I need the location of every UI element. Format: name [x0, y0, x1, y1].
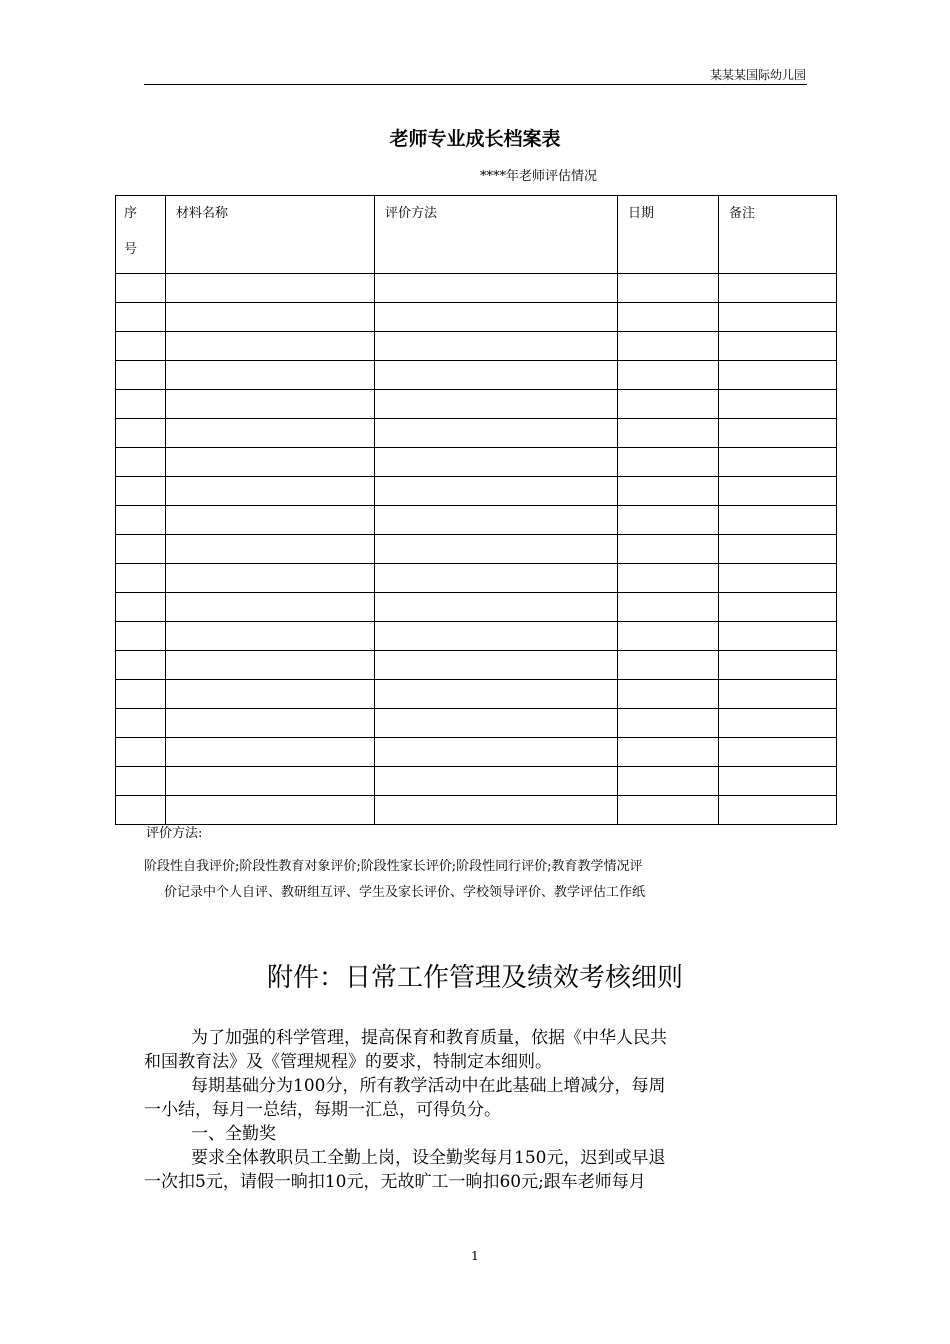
table-cell: [375, 767, 618, 796]
table-cell: [375, 651, 618, 680]
table-row: [116, 448, 837, 477]
table-row: [116, 709, 837, 738]
table-cell: [166, 477, 375, 506]
table-cell: [116, 680, 166, 709]
table-cell: [375, 274, 618, 303]
table-cell: [116, 419, 166, 448]
table-cell: [618, 361, 719, 390]
column-header-remarks: 备注: [719, 196, 837, 274]
table-cell: [116, 390, 166, 419]
table-cell: [618, 535, 719, 564]
table-row: [116, 419, 837, 448]
table-cell: [375, 796, 618, 825]
table-cell: [375, 419, 618, 448]
table-row: [116, 535, 837, 564]
table-cell: [116, 506, 166, 535]
table-cell: [618, 274, 719, 303]
table-cell: [719, 361, 837, 390]
table-cell: [719, 593, 837, 622]
table-cell: [719, 564, 837, 593]
table-cell: [719, 506, 837, 535]
table-cell: [375, 390, 618, 419]
table-cell: [375, 448, 618, 477]
page-subtitle: ****年老师评估情况: [480, 169, 598, 184]
table-cell: [618, 390, 719, 419]
table-row: [116, 651, 837, 680]
table-row: [116, 738, 837, 767]
table-cell: [618, 651, 719, 680]
table-cell: [166, 332, 375, 361]
table-cell: [375, 738, 618, 767]
page-number: 1: [471, 1249, 479, 1263]
table-cell: [375, 593, 618, 622]
table-cell: [375, 622, 618, 651]
table-cell: [618, 593, 719, 622]
body-p4-line-1: 要求全体教职员工全勤上岗，设全勤奖每月150元，迟到或早退: [191, 1148, 666, 1168]
table-cell: [618, 303, 719, 332]
table-cell: [375, 506, 618, 535]
table-cell: [116, 651, 166, 680]
table-row: [116, 361, 837, 390]
growth-record-table: [115, 195, 837, 825]
page-title: 老师专业成长档案表: [389, 128, 561, 150]
table-cell: [375, 477, 618, 506]
table-row: [116, 564, 837, 593]
table-cell: [116, 564, 166, 593]
eval-method-line-2: 价记录中个人自评、教研组互评、学生及家长评价、学校领导评价、教学评估工作纸: [164, 885, 646, 900]
table-cell: [375, 361, 618, 390]
table-cell: [116, 593, 166, 622]
table-cell: [166, 709, 375, 738]
table-cell: [719, 651, 837, 680]
table-cell: [618, 767, 719, 796]
table-cell: [116, 767, 166, 796]
table-cell: [618, 796, 719, 825]
table-cell: [166, 274, 375, 303]
table-cell: [116, 274, 166, 303]
table-cell: [719, 738, 837, 767]
table-cell: [116, 709, 166, 738]
table-cell: [719, 448, 837, 477]
column-header-seq: [116, 196, 166, 274]
table-row: [116, 477, 837, 506]
table-cell: [116, 361, 166, 390]
table-cell: [719, 796, 837, 825]
table-cell: [166, 390, 375, 419]
table-cell: [375, 332, 618, 361]
column-header-material: 材料名称: [166, 196, 375, 274]
table-cell: [618, 419, 719, 448]
header-org-name: 某某某国际幼儿园: [709, 68, 806, 82]
table-cell: [166, 535, 375, 564]
table-cell: [719, 419, 837, 448]
table-cell: [166, 361, 375, 390]
eval-method-label: 评价方法:: [146, 826, 203, 841]
table-cell: [618, 709, 719, 738]
table-cell: [166, 303, 375, 332]
table-cell: [116, 477, 166, 506]
body-p1-line-2: 和国教育法》及《管理规程》的要求，特制定本细则。: [144, 1052, 552, 1072]
table-row: [116, 274, 837, 303]
table-cell: [166, 564, 375, 593]
table-cell: [116, 303, 166, 332]
table-row: [116, 767, 837, 796]
table-cell: [719, 709, 837, 738]
table-cell: [116, 622, 166, 651]
body-p3: 一、全勤奖: [191, 1124, 276, 1144]
table-row: [116, 593, 837, 622]
body-p2-line-1: 每期基础分为100分，所有教学活动中在此基础上增减分，每周: [191, 1076, 666, 1096]
table-header-row: [116, 196, 837, 274]
table-cell: [166, 651, 375, 680]
table-cell: [618, 448, 719, 477]
table-cell: [166, 796, 375, 825]
table-cell: [618, 738, 719, 767]
table-cell: [719, 680, 837, 709]
body-p1-line-1: 为了加强的科学管理，提高保育和教育质量，依据《中华人民共: [191, 1028, 667, 1048]
table-cell: [719, 535, 837, 564]
table-cell: [719, 477, 837, 506]
table-cell: [719, 767, 837, 796]
body-p4-line-2: 一次扣5元，请假一晌扣10元，无故旷工一晌扣60元;跟车老师每月: [144, 1172, 646, 1192]
table-cell: [166, 680, 375, 709]
table-cell: [618, 477, 719, 506]
table-cell: [116, 332, 166, 361]
table-cell: [375, 535, 618, 564]
table-cell: [166, 448, 375, 477]
table-cell: [375, 303, 618, 332]
table-cell: [166, 622, 375, 651]
table-cell: [116, 535, 166, 564]
table-cell: [166, 593, 375, 622]
body-text: [144, 1026, 807, 1194]
table-row: [116, 796, 837, 825]
table-cell: [116, 448, 166, 477]
table-cell: [375, 564, 618, 593]
table-cell: [719, 303, 837, 332]
header-rule: [144, 84, 807, 85]
table-cell: [166, 419, 375, 448]
table-cell: [166, 767, 375, 796]
table-row: [116, 390, 837, 419]
table-row: [116, 622, 837, 651]
eval-method-text: [144, 854, 807, 906]
table-row: [116, 332, 837, 361]
table-row: [116, 303, 837, 332]
seq-line-1: 序: [124, 206, 138, 221]
table-cell: [618, 622, 719, 651]
column-header-date: 日期: [618, 196, 719, 274]
table-cell: [618, 680, 719, 709]
table-cell: [719, 622, 837, 651]
table-cell: [375, 680, 618, 709]
table-cell: [116, 738, 166, 767]
table-cell: [166, 738, 375, 767]
table-row: [116, 680, 837, 709]
table-cell: [618, 564, 719, 593]
table-cell: [116, 796, 166, 825]
table-cell: [719, 332, 837, 361]
body-p2-line-2: 一小结，每月一总结，每期一汇总，可得负分。: [144, 1100, 501, 1120]
table-cell: [618, 332, 719, 361]
table-row: [116, 506, 837, 535]
table-cell: [375, 709, 618, 738]
annex-title: 附件：日常工作管理及绩效考核细则: [266, 963, 683, 993]
eval-method-line-1: 阶段性自我评价;阶段性教育对象评价;阶段性家长评价;阶段性同行评价;教育教学情况评: [144, 859, 643, 874]
table-cell: [166, 506, 375, 535]
seq-line-2: 号: [124, 242, 138, 257]
column-header-method: 评价方法: [375, 196, 618, 274]
table-cell: [719, 274, 837, 303]
table-cell: [618, 506, 719, 535]
table-cell: [719, 390, 837, 419]
